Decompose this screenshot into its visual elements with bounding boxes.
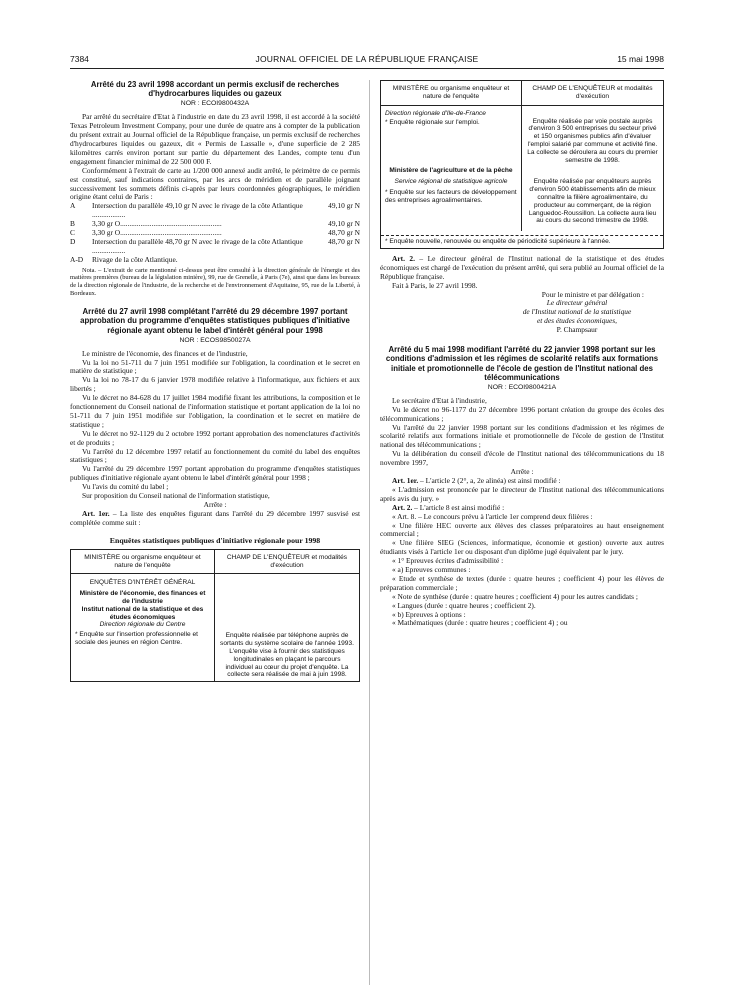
column-header: MINISTÈRE ou organisme enquêteur et nature de l'enquête	[381, 81, 522, 106]
article2-nor: NOR : ECOS9850027A	[179, 336, 251, 344]
article-label: Art. 2.	[392, 502, 413, 512]
article2-art1: Art. 1er. – La liste des enquêtes figurant dans l'arrêté du 29 décembre 1997 susvisé est complétée comme suit :	[70, 508, 361, 527]
article3-quote: « Mathématiques (durée : quatre heures ; coefficient 4) ; ou	[392, 618, 568, 628]
article2-title: Arrêté du 27 avril 1998 complétant l'arrêté du 29 décembre 1997 portant approbation du programme d'enquêtes statistiques publiques d'initiative régionale ayant obtenu le label d'intérêt général pour 1998	[80, 307, 350, 335]
article2-paragraph: Vu la loi no 51-711 du 7 juin 1951 modifiée sur l'obligation, la coordination et le secret en matière de statistique ;	[70, 357, 360, 376]
article2-paragraph: Vu la loi no 78-17 du 6 janvier 1978 modifiée relative à l'informatique, aux fichiers et aux libertés ;	[70, 375, 360, 394]
column-header: CHAMP DE L'ENQUÊTEUR et modalités d'exécution	[522, 81, 663, 106]
coordinates-table	[70, 202, 360, 264]
article2-paragraph: Sur proposition du Conseil national de l'information statistique,	[82, 491, 270, 501]
article2-art2: Art. 2. – Le directeur général de l'Institut national de la statistique et des études économiques est chargé de l'exécution du présent arrêté, qui sera publié au Journal officiel de la République française.	[380, 253, 664, 281]
survey-table-title: Enquêtes statistiques publiques d'initiative régionale pour 1998	[109, 535, 321, 545]
table-header-row	[71, 550, 359, 575]
survey-table-continued	[380, 80, 664, 249]
issue-date: 15 mai 1998	[617, 54, 664, 64]
article-label: Art. 1er.	[392, 475, 419, 485]
survey-name: * Enquête régionale sur l'emploi.	[385, 119, 480, 127]
table-row: B 3,30 gr O....................................................... 49,10 gr N	[70, 219, 360, 229]
service-name: Service régional de statistique agricole	[394, 177, 508, 185]
article-label: Art. 1er.	[82, 508, 110, 518]
survey-table	[70, 549, 360, 682]
article3-art1: Art. 1er. – L'article 2 (2°, a, 2e alinéa) est ainsi modifié :	[392, 475, 561, 485]
article1-note: Nota. – L'extrait de carte mentionné ci-dessus peut être consulté à la direction générale de l'énergie et des matières premières (bureau de la législation minière), 99, rue de Grenelle, à Paris (7e), ainsi que dans les bureaux de la direction régionale de l'industrie, de la recherche et de l'environnement d'Aquitaine, 95, rue de la Liberté, à Bordeaux.	[70, 266, 360, 297]
signature-line: de l'Institut national de la statistique	[522, 307, 632, 317]
direction-name: Direction régionale d'Ile-de-France	[385, 109, 486, 117]
journal-title: JOURNAL OFFICIEL DE LA RÉPUBLIQUE FRANÇAISE	[255, 54, 479, 64]
column-header: CHAMP DE L'ENQUÊTEUR et modalités d'exécution	[215, 550, 359, 575]
article3-quote: « Note de synthèse (durée : quatre heures ; coefficient 4) pour les autres candidats ;	[392, 591, 638, 601]
article3-quote: « a) Epreuves communes :	[392, 565, 471, 575]
article2-paragraph: Vu l'arrêté du 12 décembre 1997 relatif au fonctionnement du comité du label des enquêtes statistiques ;	[70, 446, 360, 465]
header-rule	[70, 68, 664, 69]
table-row: A-D Rivage de la côte Atlantique.	[70, 254, 178, 264]
signer-name: P. Champsaur	[556, 325, 598, 335]
article3-quote: « Langues (durée : quatre heures ; coefficient 2).	[392, 600, 536, 610]
section-heading: ENQUÊTES D'INTÉRÊT GÉNÉRAL	[89, 579, 196, 587]
table-row	[381, 106, 663, 232]
left-column	[70, 80, 360, 682]
survey-field: Enquête réalisée par téléphone auprès de sortants du système scolaire de l'année 1993. L'enquête vise à fournir des statistiques longitudinales en plaçant le parcours individuel au cœur du projet d'enquête. La collecte sera réalisée de mai à juin 1998.	[220, 632, 354, 679]
survey-name: * Enquête sur l'insertion professionnelle et sociale des jeunes en région Centre.	[75, 631, 198, 646]
table-row	[71, 574, 359, 681]
article3-quote: « Art. 8. – Le concours prévu à l'article 1er comprend deux filières :	[392, 511, 593, 521]
signature-line: Le directeur général	[546, 298, 608, 308]
article3-quote: « Etude et synthèse de textes (durée : quatre heures ; coefficient 4) pour les élèves de préparation commerciale ;	[380, 573, 664, 592]
article3-paragraph: Le secrétaire d'Etat à l'industrie,	[392, 395, 487, 405]
table-row: C 3,30 gr O....................................................... 48,70 gr N	[70, 228, 360, 238]
institute-name: Institut national de la statistique et des études économiques	[81, 605, 204, 621]
table-footnote: * Enquête nouvelle, renouvée ou enquête de périodicité supérieure à l'année.	[385, 238, 611, 246]
survey-field: Enquête réalisée par enquêteurs auprès d'environ 500 établissements afin de mieux connaître la filière agroalimentaire, du producteur au commerçant, de la région Languedoc-Roussillon. La collecte aura lieu au cours du second trimestre de 1998.	[528, 178, 657, 225]
right-column	[380, 80, 664, 628]
table-footnote-row	[381, 236, 663, 248]
article3-quote: « b) Epreuves à options :	[392, 609, 466, 619]
article1-title: Arrêté du 23 avril 1998 accordant un permis exclusif de recherches d'hydrocarbures liquides ou gazeux	[90, 80, 340, 99]
article3-paragraph: Vu le décret no 96-1177 du 27 décembre 1996 portant création du groupe des écoles des télécommunications ;	[380, 404, 664, 423]
article-label: Art. 2.	[392, 253, 415, 263]
article1-paragraph: Conformément à l'extrait de carte au 1/200 000 annexé audit arrêté, le périmètre de ce permis est constitué, sauf indications contraires, par les arcs de méridien et de parallèle joignant successivement les sommets définis ci-après par leurs coordonnées géographiques, le méridien origine étant celui de Paris :	[70, 165, 360, 202]
article3-art2: Art. 2. – L'article 8 est ainsi modifié :	[392, 502, 505, 512]
article3-paragraph: Vu la délibération du conseil d'école de l'Institut national des télécommunications du 18 novembre 1997,	[380, 449, 664, 468]
signature-line: et des études économiques,	[536, 316, 618, 326]
ministry-name: Ministère de l'agriculture et de la pêche	[389, 167, 513, 175]
column-header: MINISTÈRE ou organisme enquêteur et nature de l'enquête	[71, 550, 215, 575]
table-row: D Intersection du parallèle 48,70 gr N avec le rivage de la côte Atlantique .................. 48,70 gr N	[70, 237, 360, 255]
article3-quote: « Une filière HEC ouverte aux élèves des classes préparatoires au haut enseignement commercial ;	[380, 520, 664, 539]
article3-quote: « L'admission est prononcée par le directeur de l'Institut national des télécommunications après avis du jury. »	[380, 484, 664, 503]
survey-name: * Enquête sur les facteurs de développement des entreprises agroalimentaires.	[385, 188, 517, 204]
ministry-name: Ministère de l'économie, des finances et de l'industrie	[79, 590, 206, 605]
signature-place-date: Fait à Paris, le 27 avril 1998.	[392, 280, 478, 290]
direction-name: Direction régionale du Centre	[99, 621, 186, 629]
article2-arrete: Arrête :	[203, 500, 227, 510]
survey-field: Enquête réalisée par voie postale auprès d'environ 3 500 entreprises du secteur privé et 150 organismes publics afin d'évaluer l'emploi salarié par commune et activité fine. La collecte se déroulera au cours du premier semestre de 1998.	[527, 117, 658, 164]
table-header-row	[381, 81, 663, 106]
column-separator	[369, 80, 370, 985]
article3-quote: « 1° Epreuves écrites d'admissibilité :	[392, 556, 504, 566]
article1-nor: NOR : ECOI9800432A	[180, 100, 250, 108]
article2-paragraph: Vu l'avis du comité du label ;	[82, 482, 169, 492]
article2-paragraph: Le ministre de l'économie, des finances et de l'industrie,	[82, 348, 248, 358]
table-row: A Intersection du parallèle 49,10 gr N avec le rivage de la côte Atlantique .................. 49,10 gr N	[70, 201, 360, 220]
page-header	[70, 54, 664, 68]
article3-title: Arrêté du 5 mai 1998 modifiant l'arrêté du 22 janvier 1998 portant sur les conditions d'admission et les régimes de scolarité relatifs aux formations initiale et promotionnelle de l'école de gestion de l'Institut national des télécommunications	[385, 345, 659, 382]
article1-paragraph: Par arrêté du secrétaire d'Etat à l'industrie en date du 23 avril 1998, il est accordé à la société Texas Petroleum Investment Company, pour une durée de quatre ans à compter de la publication du présent extrait au Journal officiel de la République française, un permis exclusif de recherches d'hydrocarbures liquides ou gazeux, dit « Permis de Lassalle », d'une superficie de 2 285 kilomètres carrés environ portant sur partie du département des Landes, compte tenu d'un engagement financier minimal de 22 500 000 F.	[70, 112, 360, 166]
signature-block	[490, 299, 664, 335]
signature-delegation: Pour le ministre et par délégation :	[541, 289, 644, 299]
article2-paragraph: Vu l'arrêté du 29 décembre 1997 portant approbation du programme d'enquêtes statistiques publiques d'initiative régionale ayant obtenu le label d'intérêt général pour 1998 ;	[70, 464, 360, 483]
article3-quote: « Une filière SIEG (Sciences, informatique, économie et gestion) ouverte aux autres étudiants visés à l'article 1er ou disposant d'un diplôme jugé équivalent par le jury.	[380, 538, 664, 557]
page-number: 7384	[70, 54, 89, 64]
article2-paragraph: Vu le décret no 84-628 du 17 juillet 1984 modifié fixant les attributions, la composition et le fonctionnement du Conseil national de l'information statistique et portant application de la loi no 51-711 du 7 juin 1951 modifiée sur l'obligation, la coordination et le secret en matière de statistique ;	[70, 393, 360, 429]
article3-paragraph: Vu l'arrêté du 22 janvier 1998 portant sur les conditions d'admission et les régimes de scolarité relatifs aux formations initiale et promotionnelle de l'école de gestion de l'Institut national des télécommunications ;	[380, 422, 664, 450]
article2-paragraph: Vu le décret no 92-1129 du 2 octobre 1992 portant approbation des nomenclatures d'activités et de produits ;	[70, 428, 360, 447]
article3-arrete: Arrête :	[510, 467, 534, 477]
article3-nor: NOR : ECOI9800421A	[487, 383, 557, 391]
